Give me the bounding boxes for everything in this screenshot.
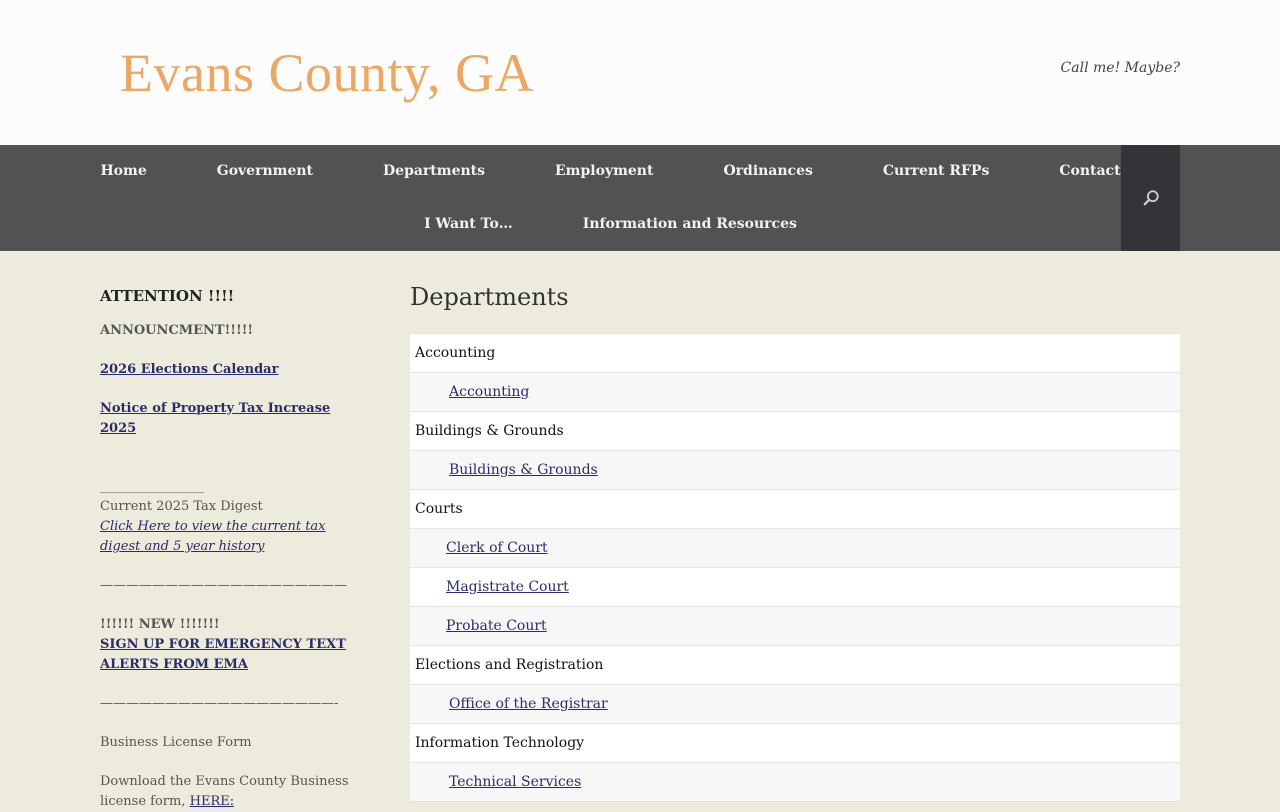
dept-link-office-of-registrar[interactable]: Office of the Registrar xyxy=(449,696,608,712)
business-license-link[interactable]: HERE: xyxy=(189,794,235,809)
tax-digest-link[interactable]: Click Here to view the current tax digest and 5 year history xyxy=(100,519,326,554)
site-title[interactable]: Evans County, GA xyxy=(120,43,534,103)
nav-government[interactable]: Government xyxy=(216,163,314,179)
divider-long: ——————————————————— xyxy=(100,578,347,593)
list-item xyxy=(410,607,1180,646)
dept-link-magistrate-court[interactable]: Magistrate Court xyxy=(446,579,569,595)
nav-current-rfps[interactable]: Current RFPs xyxy=(882,163,990,179)
dept-link-probate-court[interactable]: Probate Court xyxy=(446,618,547,634)
list-item xyxy=(410,763,1180,802)
dept-link-accounting[interactable]: Accounting xyxy=(449,384,530,400)
list-item xyxy=(410,373,1180,412)
list-item xyxy=(410,685,1180,724)
nav-row-2 xyxy=(100,198,1121,251)
dept-link-buildings-grounds[interactable]: Buildings & Grounds xyxy=(449,462,598,478)
site-tagline: Call me! Maybe? xyxy=(1060,60,1180,76)
nav-information-resources[interactable]: Information and Resources xyxy=(582,216,797,232)
nav-employment[interactable]: Employment xyxy=(555,163,654,179)
elections-calendar-link[interactable]: 2026 Elections Calendar xyxy=(100,362,279,377)
page-title: Departments xyxy=(410,283,569,311)
nav-i-want-to[interactable]: I Want To… xyxy=(424,216,513,232)
list-item xyxy=(410,451,1180,490)
business-license-text: Download the Evans County Business license form, xyxy=(100,774,349,809)
dept-link-clerk-of-court[interactable]: Clerk of Court xyxy=(446,540,548,556)
category-courts: Courts xyxy=(410,490,1180,529)
category-information-technology: Information Technology xyxy=(410,724,1180,763)
tax-digest-label: Current 2025 Tax Digest xyxy=(100,499,263,514)
site-header xyxy=(0,0,1280,145)
category-elections-registration: Elections and Registration xyxy=(410,646,1180,685)
announcement-text: ANNOUNCMENT!!!!! xyxy=(100,323,254,338)
sidebar xyxy=(100,287,360,812)
nav-home[interactable]: Home xyxy=(100,163,147,179)
main-nav xyxy=(0,145,1280,251)
nav-ordinances[interactable]: Ordinances xyxy=(723,163,813,179)
divider-long-2: ——————————————————- xyxy=(100,696,339,711)
tax-increase-notice-link[interactable]: Notice of Property Tax Increase 2025 xyxy=(100,401,331,436)
business-license-label: Business License Form xyxy=(100,735,252,750)
search-toggle-button[interactable] xyxy=(1121,145,1180,251)
category-buildings-grounds: Buildings & Grounds xyxy=(410,412,1180,451)
main-content xyxy=(410,283,1180,802)
new-alert-text: !!!!!! NEW !!!!!!! xyxy=(100,617,220,632)
search-icon xyxy=(1142,189,1160,207)
divider-short: ________________ xyxy=(100,479,204,494)
dept-link-technical-services[interactable]: Technical Services xyxy=(449,774,582,790)
page-content xyxy=(0,251,1280,809)
sidebar-heading: ATTENTION !!!! xyxy=(100,287,235,305)
category-accounting: Accounting xyxy=(410,334,1180,373)
list-item xyxy=(410,568,1180,607)
nav-row-1 xyxy=(100,145,1121,198)
nav-contact[interactable]: Contact xyxy=(1059,163,1121,179)
departments-list xyxy=(410,333,1180,802)
nav-departments[interactable]: Departments xyxy=(383,163,486,179)
list-item xyxy=(410,529,1180,568)
ema-alerts-link[interactable]: SIGN UP FOR EMERGENCY TEXT ALERTS FROM EMA xyxy=(100,637,346,672)
